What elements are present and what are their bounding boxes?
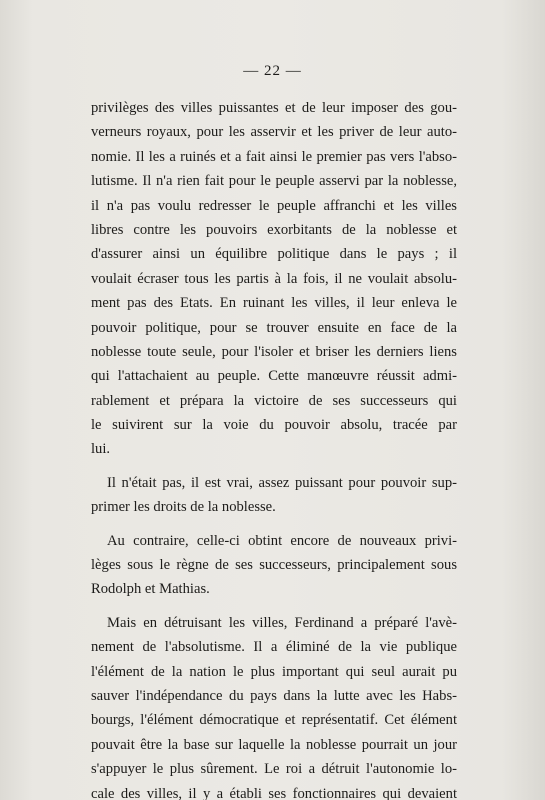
text-line: qui l'attachaient au peuple. Cette manœuvre réussit admi- xyxy=(91,368,457,385)
paragraph xyxy=(91,611,457,800)
text-line: lutisme. Il n'a rien fait pour le peuple asservi par la noblesse, xyxy=(91,173,457,190)
text-line: nement de l'absolutisme. Il a éliminé de la vie publique xyxy=(91,639,457,656)
text-line: libres contre les pouvoirs exorbitants de la noblesse et xyxy=(91,221,457,238)
paragraph xyxy=(91,471,457,520)
text-line: voulait écraser tous les partis à la fois, il ne voulait absolu- xyxy=(91,270,457,287)
text-line: s'appuyer le plus sûrement. Le roi a détruit l'autonomie lo- xyxy=(91,761,457,778)
text-line: nomie. Il les a ruinés et a fait ainsi le premier pas vers l'abso- xyxy=(91,148,457,165)
text-line: le suivirent sur la voie du pouvoir absolu, tracée par xyxy=(91,417,457,434)
page-body xyxy=(91,96,457,800)
text-line: d'assurer ainsi un équilibre politique dans le pays ; il xyxy=(91,246,457,263)
paragraph xyxy=(91,529,457,602)
text-line: pouvait être la base sur laquelle la noblesse pourrait un jour xyxy=(91,736,457,753)
text-line: il n'a pas voulu redresser le peuple affranchi et les villes xyxy=(91,197,457,214)
text-line: Il n'était pas, il est vrai, assez puissant pour pouvoir sup- xyxy=(107,474,457,491)
text-line: cale des villes, il y a établi ses fonctionnaires qui devaient xyxy=(91,785,457,800)
text-line: noblesse toute seule, pour l'isoler et briser les derniers liens xyxy=(91,343,457,360)
paragraph xyxy=(91,96,457,462)
text-line: lui. xyxy=(91,441,111,458)
text-line: verneurs royaux, pour les asservir et les priver de leur auto- xyxy=(91,124,457,141)
text-line: Mais en détruisant les villes, Ferdinand a préparé l'avè- xyxy=(107,614,457,631)
text-line: ment pas des Etats. En ruinant les villes, il leur enleva le xyxy=(91,295,457,312)
text-line: Au contraire, celle-ci obtint encore de nouveaux privi- xyxy=(107,532,457,549)
text-line: bourgs, l'élément démocratique et représentatif. Cet élément xyxy=(91,712,457,729)
paragraph-gap xyxy=(91,520,457,529)
text-line: Rodolph et Mathias. xyxy=(91,581,210,598)
page-number: — 22 — xyxy=(243,63,302,79)
text-line: l'élément de la nation le plus important qui seul aurait pu xyxy=(91,663,457,680)
paragraph-gap xyxy=(91,462,457,471)
text-line: primer les droits de la noblesse. xyxy=(91,499,276,516)
text-line: pouvoir politique, pour se trouver ensuite en face de la xyxy=(91,319,457,336)
text-line: privilèges des villes puissantes et de leur imposer des gou- xyxy=(91,100,457,116)
text-line: rablement et prépara la victoire de ses successeurs qui xyxy=(91,392,457,409)
text-line: lèges sous le règne de ses successeurs, principalement sous xyxy=(91,557,457,574)
paragraph-gap xyxy=(91,602,457,611)
text-line: sauver l'indépendance du pays dans la lutte avec les Habs- xyxy=(91,687,457,704)
